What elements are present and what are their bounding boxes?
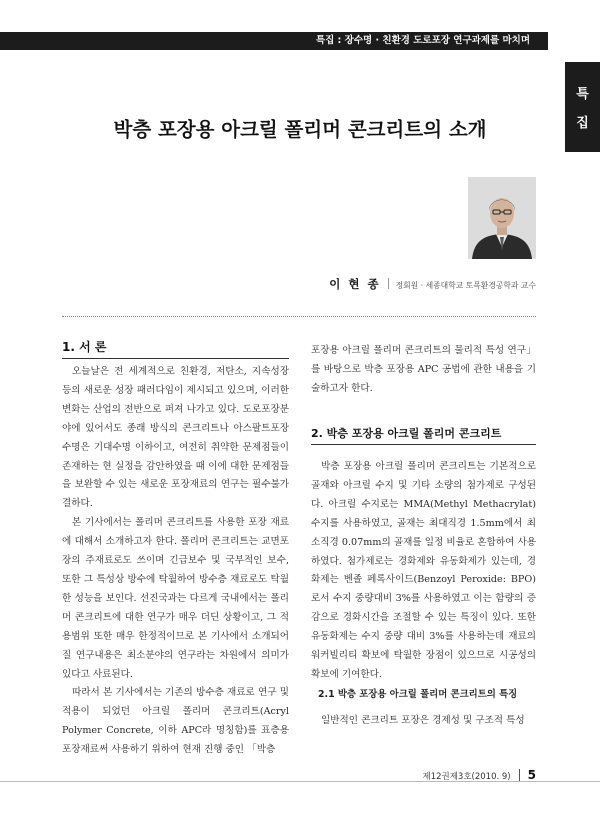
author-photo xyxy=(468,177,536,259)
right-column-subsection-text xyxy=(311,712,536,731)
footer-divider xyxy=(519,769,520,781)
paragraph-5: 일반적인 콘크리트 포장은 경제성 및 구조적 특성 xyxy=(321,715,525,726)
author-name: 이 현 종 xyxy=(329,277,381,291)
subsection-2-1-heading: 2.1 박층 포장용 아크릴 폴리머 콘크리트의 특징 xyxy=(318,689,518,700)
paragraph-4: 박층 포장용 아크릴 폴리머 콘크리트는 기본적으로 골재와 아크릴 수지 및 기타 소량의 첨가제로 구성된다. 아크릴 수지로는 MMA(Methyl Methacrylat)수지를 사용하였고, 골재는 최대직경 1.5mm에서 최소직경 0.07mm의 골재를 일정 비율로 혼합하여 사용하였다. 첨가제로는 경화제와 유동화제가 있는데, 경화제는 벤졸 페록사이드(Benzoyl Peroxide: BPO)로서 수지 중량대비 3%를 사용하였고 이는 함량의 증감으로 경화시간을 조절할 수 있는 특징이 있다. 또한 유동화제는 수지 중량 대비 3%를 사용하는데 재료의 워커빌리티 확보에 탁월한 장점이 있으므로 시공성의 확보에 기여한다. xyxy=(311,461,536,680)
page-footer xyxy=(422,764,536,783)
section-2-heading: 2. 박층 포장용 아크릴 폴리머 콘크리트 xyxy=(311,425,536,445)
section-1-heading: 1. 서 론 xyxy=(62,338,289,359)
page-number: 5 xyxy=(527,768,536,782)
left-column-text xyxy=(62,363,289,760)
paragraph-2: 본 기사에서는 폴리머 콘크리트를 사용한 포장 재료에 대해서 소개하고자 한다. 폴리머 콘크리트는 교면포장의 주재료로도 쓰이며 긴급보수 및 국부적인 보수, 또한 그 특성상 방수에 탁월하여 방수층 재료로도 탁월한 성능을 보인다. 선진국과는 다르게 국내에서는 폴리머 콘크리트에 대한 연구가 매우 더딘 상황이고, 그 적용범위 또한 매우 한정적이므로 본 기사에서 소개되어질 연구내용은 최소분야의 연구라는 차원에서 의미가 있다고 사료된다. xyxy=(62,517,289,680)
article-title: 박층 포장용 아크릴 폴리머 콘크리트의 소개 xyxy=(113,118,487,141)
author-affiliation: 정회원 · 세종대학교 토목환경공학과 교수 xyxy=(395,281,536,290)
paragraph-1: 오늘날은 전 세계적으로 친환경, 저탄소, 지속성장 등의 새로운 성장 패러다임이 제시되고 있으며, 이러한 변화는 산업의 전반으로 퍼져 나가고 있다. 도로포장분야에 있어서도 종래 방식의 콘크리트나 아스팔트포장 수명은 기대수명 이하이고, 여전히 취약한 문제점들이 존재하는 현 실정을 감안하였을 때 이에 대한 문제점들을 보완할 수 있는 새로운 포장재료의 연구는 필수불가결하다. xyxy=(62,366,289,510)
dotted-divider xyxy=(62,316,536,317)
author-byline xyxy=(329,273,536,292)
issue-info: 제12권제3호(2010. 9) xyxy=(422,772,511,782)
right-column-top-text xyxy=(311,342,536,399)
side-tab-char-2: 집 xyxy=(576,116,589,131)
paragraph-3-continued: 포장용 아크릴 폴리머 콘크리트의 물리적 특성 연구」를 바탕으로 박층 포장용 APC 공법에 관한 내용을 기술하고자 한다. xyxy=(311,345,536,394)
section-side-tab xyxy=(565,62,600,152)
section-header-text: 특집 : 장수명 · 친환경 도로포장 연구과제를 마치며 xyxy=(315,35,530,46)
side-tab-char-1: 특 xyxy=(576,87,589,102)
right-column-section-2-text xyxy=(311,458,536,685)
paragraph-3: 따라서 본 기사에서는 기존의 방수층 재료로 연구 및 적용이 되었던 아크릴 폴리머 콘크리트(Acryl Polymer Concrete, 이하 APC라 명칭함)를 표층용 포장재료써 사용하기 위하여 현재 진행 중인 「박층 xyxy=(62,687,289,756)
section-header-bar xyxy=(0,32,548,50)
author-divider xyxy=(388,278,389,289)
author-portrait-image xyxy=(468,177,536,259)
